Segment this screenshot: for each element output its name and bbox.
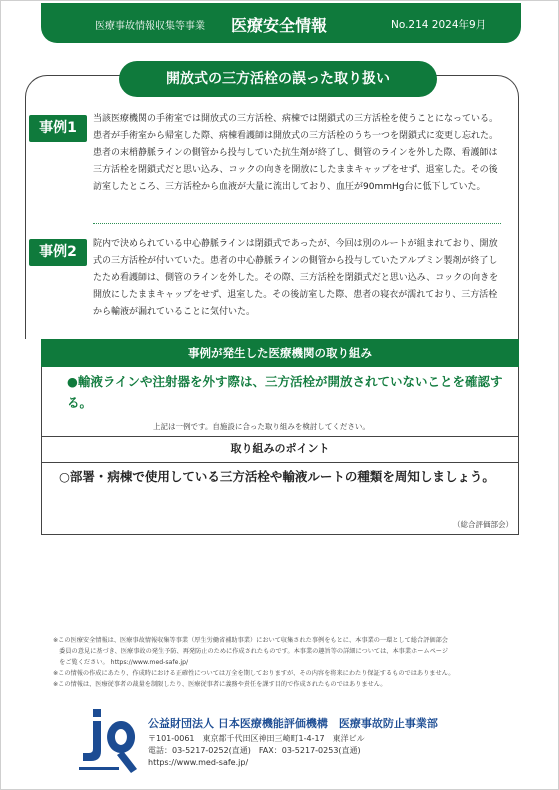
footnote-line: 委員の意見に基づき、医療事故の発生予防、再発防止のために作成されたものです。本事業の趣旨等の詳細については、本事業ホームページ xyxy=(53,648,449,655)
case-divider xyxy=(93,223,501,224)
footnote-line: ※この医療安全情報は、医療事故情報収集等事業（厚生労働省補助事業）において収集された事例をもとに、本事業の一環として総合評価部会 xyxy=(53,637,448,644)
header-issue: No.214 2024年9月 xyxy=(391,19,487,31)
points-credit: （総合評価部会） xyxy=(453,520,513,529)
header-banner xyxy=(41,3,521,43)
case1-label: 事例1 xyxy=(29,115,87,142)
header-title: 医療安全情報 xyxy=(231,16,328,35)
address-line: 〒101-0061 東京都千代田区神田三崎町1-4-17 東洋ビル xyxy=(148,734,365,743)
footer-address xyxy=(148,733,365,769)
jq-logo-icon xyxy=(79,707,137,777)
points-main-text: ○部署・病棟で使用している三方活栓や輸液ルートの種類を周知しましょう。 xyxy=(59,469,495,484)
case2-label: 事例2 xyxy=(29,239,87,266)
footnote-line: ※この情報の作成にあたり、作成時における正確性については万全を期しておりますが、その内容を将来にわたり保証するものではありません。 xyxy=(53,670,455,677)
footnotes xyxy=(53,635,523,690)
footnote-line: をご覧ください。 https://www.med-safe.jp/ xyxy=(53,659,189,666)
website-link[interactable]: https://www.med-safe.jp/ xyxy=(148,758,249,767)
efforts-note: 上記は一例です。自施設に合った取り組みを検討してください。 xyxy=(153,422,370,431)
case2-text: 院内で決められている中心静脈ラインは閉鎖式であったが、今回は別のルートが組まれており、開放式の三方活栓が付いていた。患者の中心静脈ラインの側管から投与していたアルブミン製剤が終了したため看護師は、側管のラインを外した。その際、三方活栓を閉鎖式だと思い込み、コックの向きを開放にしたままキャップをせず、退室した。その後訪室した際、患者の寝衣が濡れており、三方活栓から輸液が漏れていることに気付いた。 xyxy=(93,239,499,317)
efforts-heading: 事例が発生した医療機関の取り組み xyxy=(41,339,519,367)
footnote-line: ※この情報は、医療従事者の裁量を制限したり、医療従事者に義務や責任を課す目的で作成されたものではありません。 xyxy=(53,681,387,688)
efforts-main-text: ●輸液ラインや注射器を外す際は、三方活栓が開放されていないことを確認する。 xyxy=(67,374,503,410)
header-org: 医療事故情報収集等事業 xyxy=(95,21,205,32)
points-heading: 取り組みのポイント xyxy=(41,437,519,463)
topic-title: 開放式の三方活栓の誤った取り扱い xyxy=(119,61,437,97)
footer-org-name: 公益財団法人 日本医療機能評価機構 医療事故防止事業部 xyxy=(148,717,438,730)
phone-line: 電話：03-5217-0252(直通) FAX：03-5217-0253(直通) xyxy=(148,746,361,755)
case1-text: 当該医療機関の手術室では開放式の三方活栓、病棟では閉鎖式の三方活栓を使うことになっている。患者が手術室から帰室した際、病棟看護師は開放式の三方活栓のうち一つを閉鎖式に変更し忘れた。患者の末梢静脈ラインの側管から投与していた抗生剤が終了し、側管のラインを外した際、看護師は三方活栓を閉鎖式だと思い込み、コックの向きを開放にしたままキャップをせず、退室した。その後訪室したところ、三方活栓から血液が大量に流出しており、血圧が90mmHg台に低下していた。 xyxy=(93,114,499,192)
